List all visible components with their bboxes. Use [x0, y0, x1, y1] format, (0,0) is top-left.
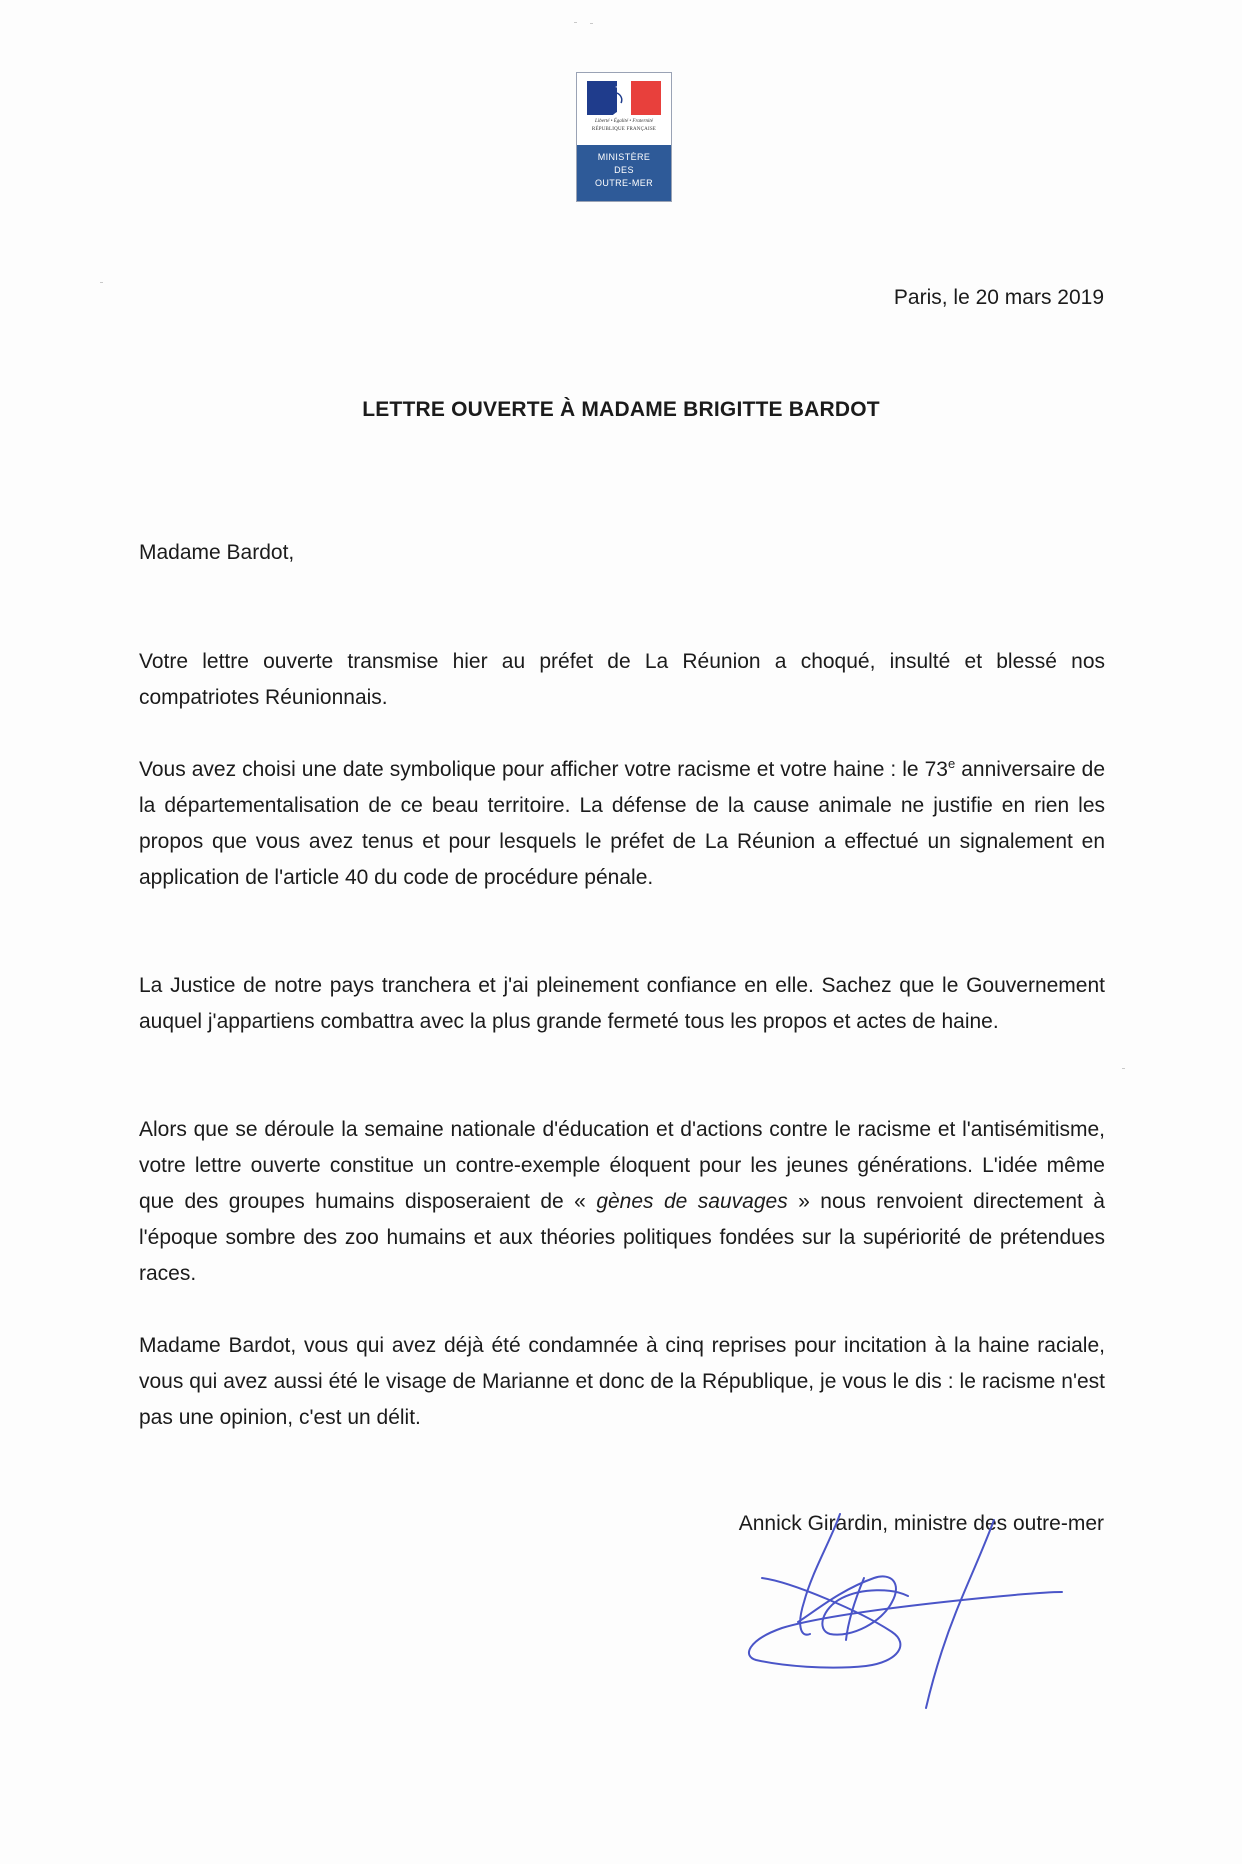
signatory-line: Annick Girardin, ministre des outre-mer	[738, 1512, 1104, 1535]
paragraph-text: Madame Bardot, vous qui avez déjà été condamnée à cinq reprises pour incitation à la haine raciale, vous qui avez aussi été le visage de Marianne et donc de la République, je vous le dis : le racisme n'est pas une opinion, c'est un délit.	[139, 1334, 1105, 1429]
paragraph-5	[139, 1328, 1105, 1436]
paragraph-fragment: Vous avez choisi une date symbolique pour afficher votre racisme et votre haine : le 73	[139, 758, 948, 781]
paragraph-1	[139, 644, 1105, 716]
handwritten-signature	[742, 1512, 1072, 1722]
scan-speck	[1122, 1068, 1125, 1069]
letter-date: Paris, le 20 mars 2019	[893, 286, 1104, 309]
ministry-name-block	[577, 145, 671, 201]
scan-speck	[590, 23, 593, 24]
ordinal-suffix: e	[947, 756, 956, 771]
paragraph-text	[139, 1112, 1105, 1292]
scan-speck	[100, 282, 103, 283]
scan-speck	[574, 22, 577, 23]
paragraph-text	[139, 752, 1105, 896]
ministry-logo	[576, 72, 672, 202]
marianne-emblem	[577, 73, 671, 145]
ministry-line: MINISTÈRE	[597, 152, 651, 162]
paragraph-4	[139, 1112, 1105, 1292]
ministry-line: DES	[614, 165, 634, 175]
paragraph-2	[139, 752, 1105, 896]
logo-motto: Liberté • Égalité • Fraternité	[595, 119, 653, 124]
paragraph-fragment: » nous renvoient directement à l'époque sombre des zoo humains et aux théories politiques fondées sur la supériorité de prétendues races.	[139, 1190, 1105, 1285]
paragraph-fragment: anniversaire de la départementalisation de ce beau territoire. La défense de la cause animale ne justifie en rien les propos que vous avez tenus et pour lesquels le préfet de La Réunion a effectué un signalement en application de l'article 40 du code de procédure pénale.	[139, 758, 1106, 889]
salutation: Madame Bardot,	[139, 541, 295, 564]
ministry-line: OUTRE-MER	[594, 178, 654, 188]
quoted-phrase: gènes de sauvages	[596, 1190, 788, 1213]
paragraph-fragment: Alors que se déroule la semaine nationale d'éducation et d'actions contre le racisme et l'antisémitisme, votre lettre ouverte constitue un contre-exemple éloquent pour les jeunes générations. L'idée même que des groupes humains disposeraient de «	[139, 1118, 1105, 1213]
paragraph-text: La Justice de notre pays tranchera et j'ai pleinement confiance en elle. Sachez que le Gouvernement auquel j'appartiens combattra avec la plus grande fermeté tous les propos et actes de haine.	[139, 974, 1105, 1033]
paragraph-3	[139, 968, 1105, 1040]
marianne-flag-icon	[587, 81, 661, 115]
paragraph-text: Votre lettre ouverte transmise hier au préfet de La Réunion a choqué, insulté et blessé nos compatriotes Réunionnais.	[139, 650, 1105, 709]
letter-title: LETTRE OUVERTE À MADAME BRIGITTE BARDOT	[362, 398, 880, 421]
logo-republic-label: RÉPUBLIQUE FRANÇAISE	[591, 127, 657, 132]
